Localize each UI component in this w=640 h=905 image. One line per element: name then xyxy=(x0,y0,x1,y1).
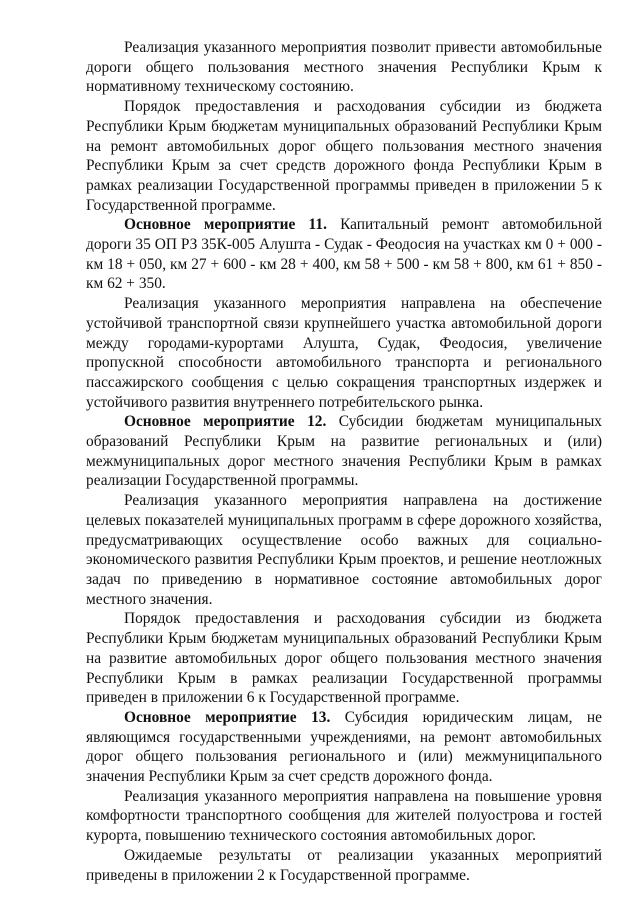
paragraph-measure-13-goal xyxy=(86,787,602,846)
paragraph-measure-11 xyxy=(86,215,602,294)
paragraph-text: Реализация указанного мероприятия позволит привести автомобильные дороги общего пользования местного значения Республики Крым к нормативному техническому состоянию. xyxy=(86,39,602,96)
measure-heading: Основное мероприятие 13. xyxy=(124,708,331,726)
paragraph-measure-12-goal xyxy=(86,491,602,609)
paragraph-text: Капитальный ремонт автомобильной дороги 35 ОП РЗ 35К-005 Алушта - Судак - Феодосия на участках км 0 + 000 - км 18 + 050, км 27 + 600 - км 28 + 400, км 58 + 500 - км 58 + 800, км 61 + 850 - км 62 + 350. xyxy=(86,216,602,293)
paragraph-text: Реализация указанного мероприятия направлена на достижение целевых показателей муниципальных программ в сфере дорожного хозяйства, предусматривающих осуществление особо важных для социально-экономического развития Республики Крым проектов, и решение неотложных задач по приведению в нормативное состояние автомобильных дорог местного значения. xyxy=(86,492,602,608)
paragraph-text: Реализация указанного мероприятия направлена на обеспечение устойчивой транспортной связи крупнейшего участка автомобильной дороги между городами-курортами Алушта, Судак, Феодосия, увеличение пропускной способности автомобильного транспорта и регионального пассажирского сообщения с целью сокращения транспортных издержек и устойчивого развития внутреннего потребительского рынка. xyxy=(86,295,602,411)
paragraph-measure-11-goal xyxy=(86,294,602,412)
paragraph-subsidy-procedure-appendix-6 xyxy=(86,609,602,708)
paragraph-text: Порядок предоставления и расходования субсидии из бюджета Республики Крым бюджетам муниципальных образований Республики Крым на развитие автомобильных дорог общего пользования местного значения Республики Крым в рамках реализации Государственной программы приведен в приложении 6 к Государственной программе. xyxy=(86,610,602,707)
paragraph-text: Порядок предоставления и расходования субсидии из бюджета Республики Крым бюджетам муниципальных образований Республики Крым на ремонт автомобильных дорог общего пользования местного значения Республики Крым за счет средств дорожного фонда Республики Крым в рамках реализации Государственной программы приведен в приложении 5 к Государственной программе. xyxy=(86,98,602,214)
measure-heading: Основное мероприятие 11. xyxy=(124,216,327,234)
paragraph-measure-12 xyxy=(86,412,602,491)
paragraph-text: Субсидия юридическим лицам, не являющимся государственными учреждениями, на ремонт автомобильных дорог общего пользования регионального и (или) межмуниципального значения Республики Крым за счет средств дорожного фонда. xyxy=(86,708,603,786)
measure-heading: Основное мероприятие 12. xyxy=(124,413,327,431)
paragraph-road-standard xyxy=(86,38,602,97)
document-page xyxy=(86,38,602,885)
paragraph-measure-13 xyxy=(86,708,602,787)
paragraph-text: Реализация указанного мероприятия направлена на повышение уровня комфортности транспортного сообщения для жителей полуострова и гостей курорта, повышению технического состояния автомобильных дорог. xyxy=(86,787,602,845)
paragraph-expected-results xyxy=(86,846,602,885)
paragraph-text: Субсидии бюджетам муниципальных образований Республики Крым на развитие региональных и (или) межмуниципальных дорог местного значения Республики Крым в рамках реализации Государственной программы. xyxy=(86,413,602,490)
paragraph-subsidy-procedure-appendix-5 xyxy=(86,97,602,215)
paragraph-text: Ожидаемые результаты от реализации указанных мероприятий приведены в приложении 2 к Государственной программе. xyxy=(86,846,602,884)
